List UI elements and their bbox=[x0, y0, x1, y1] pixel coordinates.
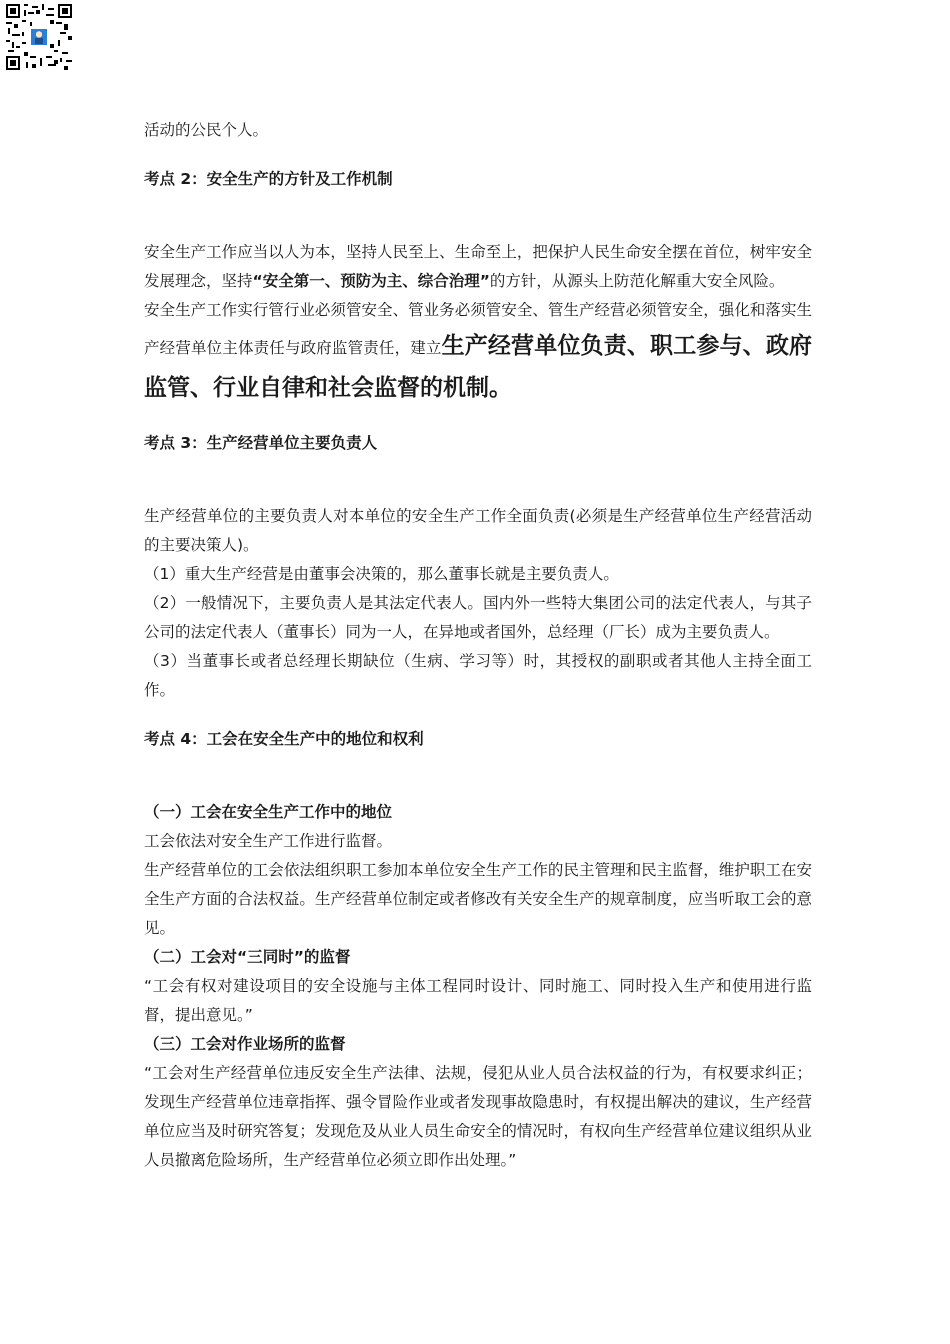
qr-code-icon bbox=[6, 4, 72, 70]
list-item-2: （2）一般情况下，主要负责人是其法定代表人。国内外一些特大集团公司的法定代表人，与其子公司的法定代表人（董事长）同为一人，在异地或者国外，总经理（厂长）成为主要负责人。 bbox=[144, 594, 812, 641]
subheading-1: （一）工会在安全生产工作中的地位 bbox=[144, 803, 393, 821]
list-item-3: （3）当董事长或者总经理长期缺位（生病、学习等）时，其授权的副职或者其他人主持全面工作。 bbox=[144, 652, 812, 699]
text: 安全生产工作实行管行业必须管安全、管业务必须管安全、管生产经营必须管安全，强化和落实生产经营单位主体责任与政府监管责任，建立 bbox=[144, 301, 812, 357]
paragraph-responsible: 生产经营单位的主要负责人对本单位的安全生产工作全面负责(必须是生产经营单位生产经营活动的主要决策人)。 bbox=[144, 507, 812, 554]
paragraph-union-2: 生产经营单位的工会依法组织职工参加本单位安全生产工作的民主管理和民主监督，维护职工在安全生产方面的合法权益。生产经营单位制定或者修改有关安全生产的规章制度，应当听取工会的意见。 bbox=[144, 861, 812, 937]
paragraph-policy bbox=[144, 238, 812, 296]
emphasis-text: “安全第一、预防为主、综合治理” bbox=[252, 272, 490, 290]
paragraph-workplace: “工会对生产经营单位违反安全生产法律、法规，侵犯从业人员合法权益的行为，有权要求纠正；发现生产经营单位违章指挥、强令冒险作业或者发现事故隐患时，有权提出解决的建议，生产经营单位应当及时研究答复；发现危及从业人员生命安全的情况时，有权向生产经营单位建议组织从业人员撤离危险场所，生产经营单位必须立即作出处理。” bbox=[144, 1064, 812, 1169]
paragraph-continuation: 活动的公民个人。 bbox=[144, 121, 269, 139]
section-heading-3: 考点 3：生产经营单位主要负责人 bbox=[144, 434, 378, 452]
subheading-2: （二）工会对“三同时”的监督 bbox=[144, 948, 351, 966]
paragraph-mechanism bbox=[144, 296, 812, 409]
paragraph-three-simultaneous: “工会有权对建设项目的安全设施与主体工程同时设计、同时施工、同时投入生产和使用进行监督，提出意见。” bbox=[144, 977, 812, 1024]
section-heading-4: 考点 4：工会在安全生产中的地位和权利 bbox=[144, 730, 424, 748]
text: 安全生产工作应当以人为本，坚持人民至上、生命至上，把保护人民生命安全摆在首位，树牢安全发展理念，坚持 bbox=[144, 243, 812, 290]
text: 的方针，从源头上防范化解重大安全风险。 bbox=[489, 272, 785, 290]
paragraph-union-1: 工会依法对安全生产工作进行监督。 bbox=[144, 832, 393, 850]
subheading-3: （三）工会对作业场所的监督 bbox=[144, 1035, 346, 1053]
document-body bbox=[144, 116, 812, 1175]
section-heading-2: 考点 2：安全生产的方针及工作机制 bbox=[144, 170, 393, 188]
list-item-1: （1）重大生产经营是由董事会决策的，那么董事长就是主要负责人。 bbox=[144, 565, 619, 583]
emphasis-large-text: 生产经营单位负责、职工参与、政府监管、行业自律和社会监督的机制。 bbox=[144, 333, 812, 401]
